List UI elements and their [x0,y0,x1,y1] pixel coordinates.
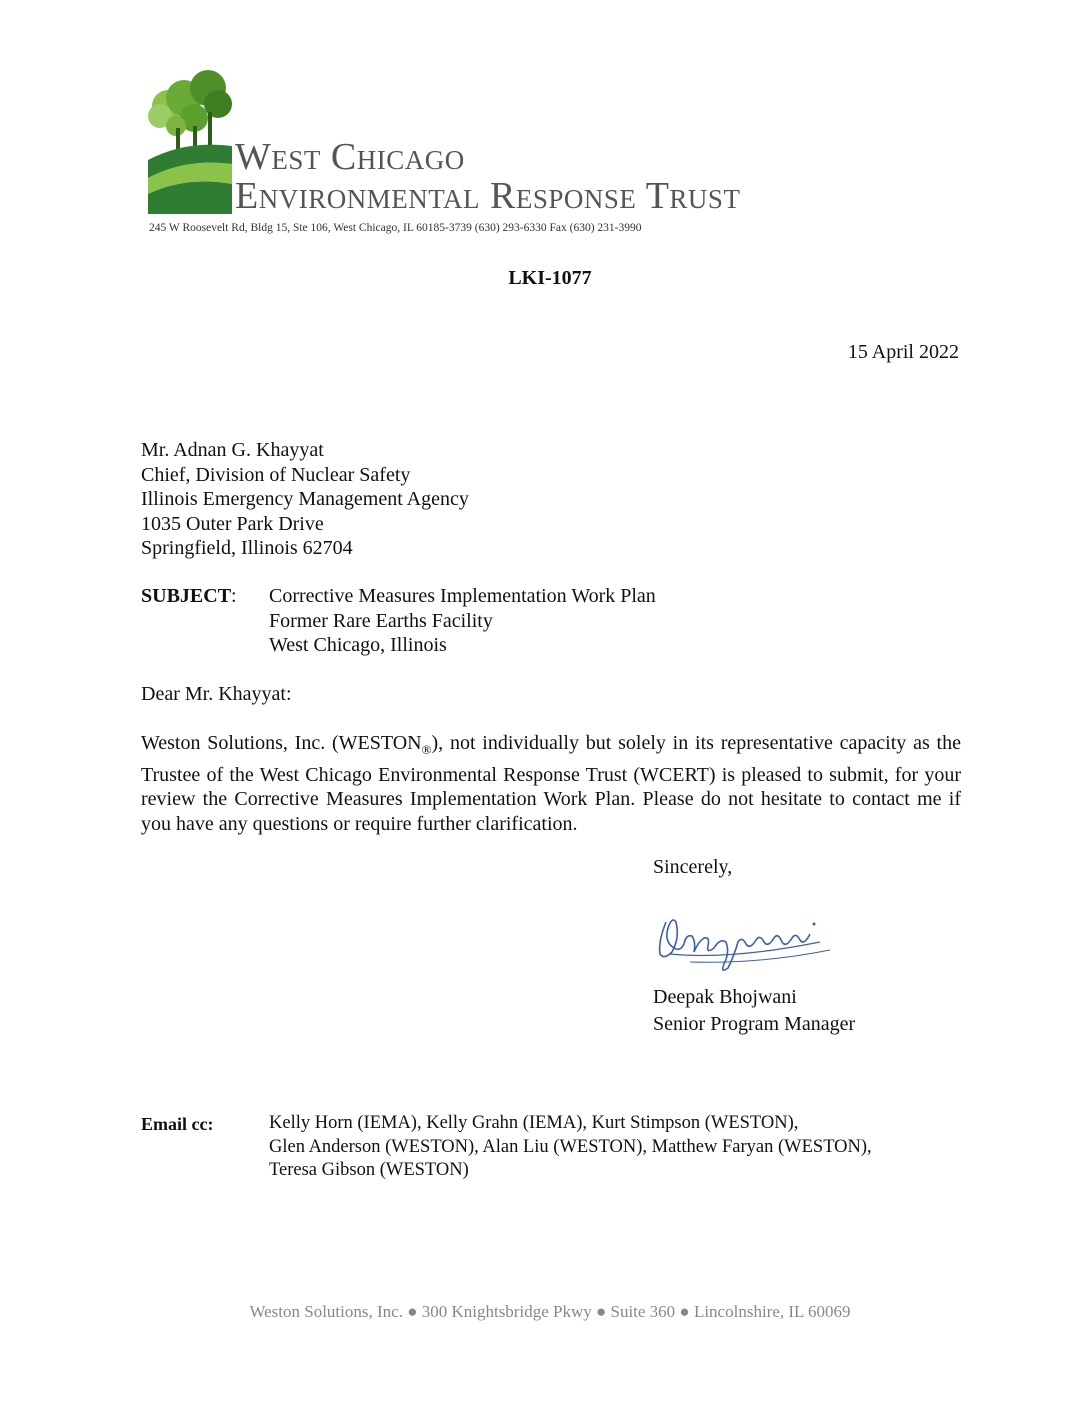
cc-recipients [269,1112,872,1183]
recipient-line: Springfield, Illinois 62704 [141,537,353,559]
body-text-rest: ), not individually but solely in its representative capacity as the Trustee of the West Chicago Environmental Response Trust (WCERT) is pleased to submit, for your review the Corrective Measures Implementation Work Plan. Please do not hesitate to contact me if you have any questions or require further clarification. [141,732,961,835]
page-footer: Weston Solutions, Inc. ● 300 Knightsbridge Pkwy ● Suite 360 ● Lincolnshire, IL 60069 [249,1302,851,1321]
signature-image [650,902,840,982]
signatory-name: Deepak Bhojwani [653,986,797,1008]
subject-line: West Chicago, Illinois [269,634,447,656]
org-name-line1: West Chicago [235,136,465,178]
closing: Sincerely, [653,856,733,878]
recipient-line: Illinois Emergency Management Agency [141,488,469,510]
subject-label: SUBJECT: [141,585,237,607]
subject-lines [269,584,656,658]
cc-line: Glen Anderson (WESTON), Alan Liu (WESTON), Matthew Faryan (WESTON), [269,1136,872,1157]
body-text-start: Weston Solutions, Inc. (WESTON [141,732,422,754]
recipient-line: 1035 Outer Park Drive [141,512,324,535]
recipient-line: Chief, Division of Nuclear Safety [141,463,411,486]
recipient-line: Mr. Adnan G. Khayyat [141,439,324,461]
trust-logo [146,68,246,218]
salutation: Dear Mr. Khayyat: [141,683,292,705]
cc-line: Kelly Horn (IEMA), Kelly Grahn (IEMA), Kurt Stimpson (WESTON), [269,1113,799,1133]
cc-line: Teresa Gibson (WESTON) [269,1160,469,1180]
registered-mark: ® [421,742,432,757]
recipient-address [141,438,469,561]
signatory [653,984,855,1038]
org-name-line2: Environmental Response Trust [235,175,741,217]
letter-date: 15 April 2022 [847,341,959,363]
reference-number: LKI-1077 [508,267,592,289]
subject-line: Corrective Measures Implementation Work Plan [269,585,656,607]
letter-body [141,731,961,836]
signatory-title: Senior Program Manager [653,1013,856,1035]
subject-label-text: SUBJECT [141,585,232,607]
org-address: 245 W Roosevelt Rd, Bldg 15, Ste 106, West Chicago, IL 60185-3739 (630) 293-6330 Fax (630) 231-3990 [149,222,642,234]
cc-label: Email cc: [141,1114,214,1134]
subject-line: Former Rare Earths Facility [269,609,493,632]
